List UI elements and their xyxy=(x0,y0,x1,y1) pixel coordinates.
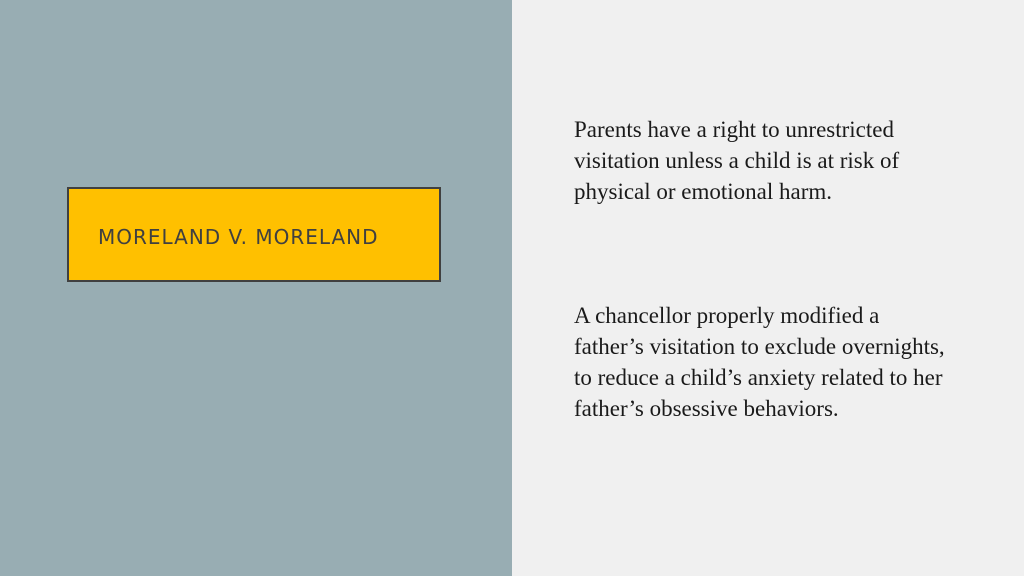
slide-title: MORELAND V. MORELAND xyxy=(98,225,379,249)
right-panel xyxy=(512,0,1024,576)
title-box xyxy=(67,187,441,282)
body-paragraph-2: A chancellor properly modified a father’s visitation to exclude overnights, to reduce a child’s anxiety related to her father’s obsessive behaviors. xyxy=(574,303,945,421)
body-paragraph-1: Parents have a right to unrestricted visitation unless a child is at risk of physical or emotional harm. xyxy=(574,117,900,204)
